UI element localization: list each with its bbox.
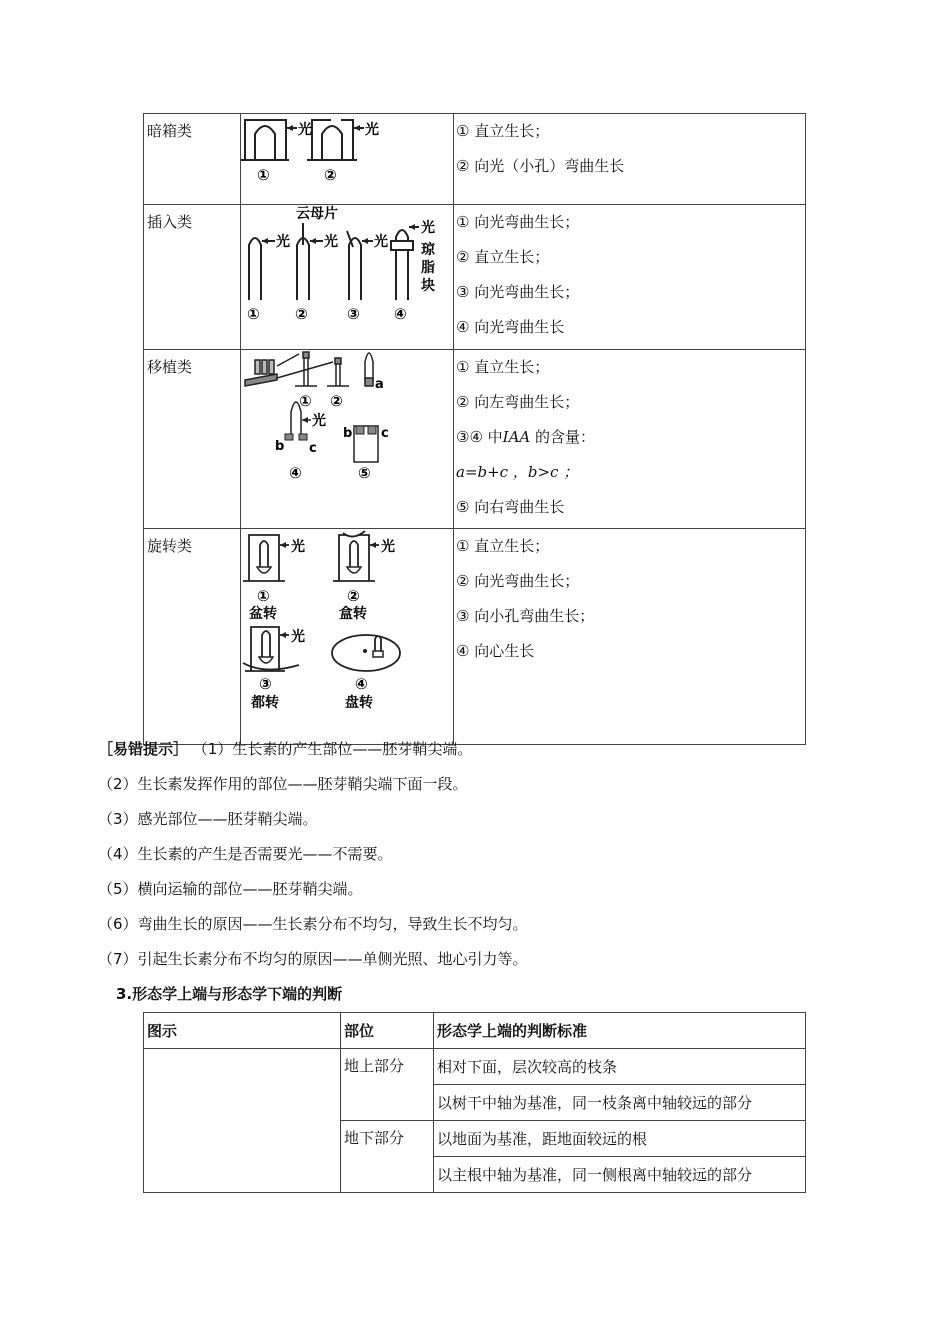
figure-number: ④ xyxy=(355,675,368,693)
tip-text: （2）生长素发挥作用的部位——胚芽鞘尖端下面一段。 xyxy=(98,775,468,793)
category-cell xyxy=(144,114,241,205)
figure-cell-rotation xyxy=(241,529,454,745)
criteria-cell: 相对下面，层次较高的枝条 xyxy=(434,1049,806,1085)
header-cell: 图示 xyxy=(144,1013,341,1049)
result-line: ① 向光弯曲生长； xyxy=(456,213,580,231)
figure-cell-empty xyxy=(144,1049,341,1193)
figure-number: ① xyxy=(247,305,260,323)
category-cell xyxy=(144,350,241,529)
figure-number: ① xyxy=(299,392,312,410)
letter-c: c xyxy=(381,426,389,441)
morphology-table xyxy=(143,1012,806,1193)
result-line: ④ 向光弯曲生长 xyxy=(456,318,565,336)
letter-b: b xyxy=(275,439,285,454)
transplant-figure xyxy=(241,350,453,524)
result-line: ② 向左弯曲生长； xyxy=(456,393,580,411)
mica-label: 云母片 xyxy=(296,206,338,222)
iaa-suffix: 的含量： xyxy=(530,428,596,446)
result-line: ② 直立生长； xyxy=(456,248,550,266)
tip-line-1 xyxy=(98,738,472,759)
result-line: ④ 向心生长 xyxy=(456,642,535,660)
header-cell: 部位 xyxy=(341,1013,434,1049)
iaa-prefix: ③④ 中 xyxy=(456,428,503,446)
figure-cell-transplant xyxy=(241,350,454,529)
light-label: 光 xyxy=(312,413,326,429)
category-cell xyxy=(144,205,241,350)
light-label: 光 xyxy=(421,220,435,236)
light-label: 光 xyxy=(291,629,305,645)
result-line: ③ 向小孔弯曲生长； xyxy=(456,607,595,625)
light-label: 光 xyxy=(324,234,338,250)
agar-label: 块 xyxy=(421,278,435,294)
category-label: 旋转类 xyxy=(147,537,193,555)
figure-number: ④ xyxy=(289,464,302,482)
header-cell: 形态学上端的判断标准 xyxy=(434,1013,806,1049)
part-cell: 地下部分 xyxy=(341,1121,434,1193)
figure-cell-dark-box xyxy=(241,114,454,205)
letter-c: c xyxy=(309,441,317,456)
result-line: ③ 向光弯曲生长； xyxy=(456,283,580,301)
light-label: 光 xyxy=(291,539,305,555)
iaa-formula: a=b+c ，b>c ； xyxy=(456,463,579,481)
tip-text: （7）引起生长素分布不均匀的原因——单侧光照、地心引力等。 xyxy=(98,950,528,968)
light-label: 光 xyxy=(276,234,290,250)
result-line: ② 向光（小孔）弯曲生长 xyxy=(456,157,625,175)
insertion-figure xyxy=(241,205,453,345)
agar-label: 脂 xyxy=(421,260,435,276)
light-label: 光 xyxy=(374,234,388,250)
light-label: 光 xyxy=(365,122,379,138)
part-cell: 地上部分 xyxy=(341,1049,434,1121)
rotation-label: 都转 xyxy=(251,695,279,711)
figure-number: ④ xyxy=(394,305,407,323)
figure-number: ① xyxy=(257,587,270,605)
tip-text: （1）生长素的产生部位——胚芽鞘尖端。 xyxy=(192,740,473,758)
result-line: ② 向光弯曲生长； xyxy=(456,572,580,590)
figure-number: ③ xyxy=(347,305,360,323)
iaa-name: IAA xyxy=(502,428,531,446)
result-cell xyxy=(454,205,806,350)
category-label: 移植类 xyxy=(147,358,193,376)
tropism-table xyxy=(143,113,806,745)
figure-number: ⑤ xyxy=(358,464,371,482)
figure-number: ③ xyxy=(259,675,272,693)
category-label: 插入类 xyxy=(147,213,193,231)
letter-a: a xyxy=(375,377,384,392)
tip-text: （4）生长素的产生是否需要光——不需要。 xyxy=(98,845,393,863)
result-line-iaa xyxy=(454,420,805,455)
section-title: 3.形态学上端与形态学下端的判断 xyxy=(116,985,343,1003)
figure-number: ② xyxy=(330,392,343,410)
criteria-cell: 以主根中轴为基准，同一侧根离中轴较远的部分 xyxy=(434,1157,806,1193)
dark-box-figure xyxy=(241,114,453,200)
result-line: ① 直立生长； xyxy=(456,122,550,140)
result-cell xyxy=(454,350,806,529)
category-label: 暗箱类 xyxy=(147,122,193,140)
figure-cell-insertion xyxy=(241,205,454,350)
tip-text: （5）横向运输的部位——胚芽鞘尖端。 xyxy=(98,880,363,898)
result-line: ① 直立生长； xyxy=(456,358,550,376)
result-cell xyxy=(454,114,806,205)
light-label: 光 xyxy=(381,539,395,555)
result-line: ⑤ 向右弯曲生长 xyxy=(456,498,565,516)
agar-label: 琼 xyxy=(421,242,435,258)
result-cell xyxy=(454,529,806,745)
rotation-label: 盒转 xyxy=(339,606,367,622)
tips-title: ［易错提示］ xyxy=(98,740,189,758)
category-cell xyxy=(144,529,241,745)
figure-number: ② xyxy=(347,587,360,605)
figure-number: ② xyxy=(324,166,337,184)
tip-text: （3）感光部位——胚芽鞘尖端。 xyxy=(98,810,318,828)
rotation-figure xyxy=(241,529,453,740)
figure-number: ② xyxy=(295,305,308,323)
light-label: 光 xyxy=(298,122,312,138)
criteria-cell: 以树干中轴为基准，同一枝条离中轴较远的部分 xyxy=(434,1085,806,1121)
tip-text: （6）弯曲生长的原因——生长素分布不均匀，导致生长不均匀。 xyxy=(98,915,528,933)
criteria-cell: 以地面为基准，距地面较远的根 xyxy=(434,1121,806,1157)
figure-number: ① xyxy=(257,166,270,184)
rotation-label: 盆转 xyxy=(249,606,277,622)
letter-b: b xyxy=(343,426,353,441)
result-line: ① 直立生长； xyxy=(456,537,550,555)
rotation-label: 盘转 xyxy=(345,695,373,711)
